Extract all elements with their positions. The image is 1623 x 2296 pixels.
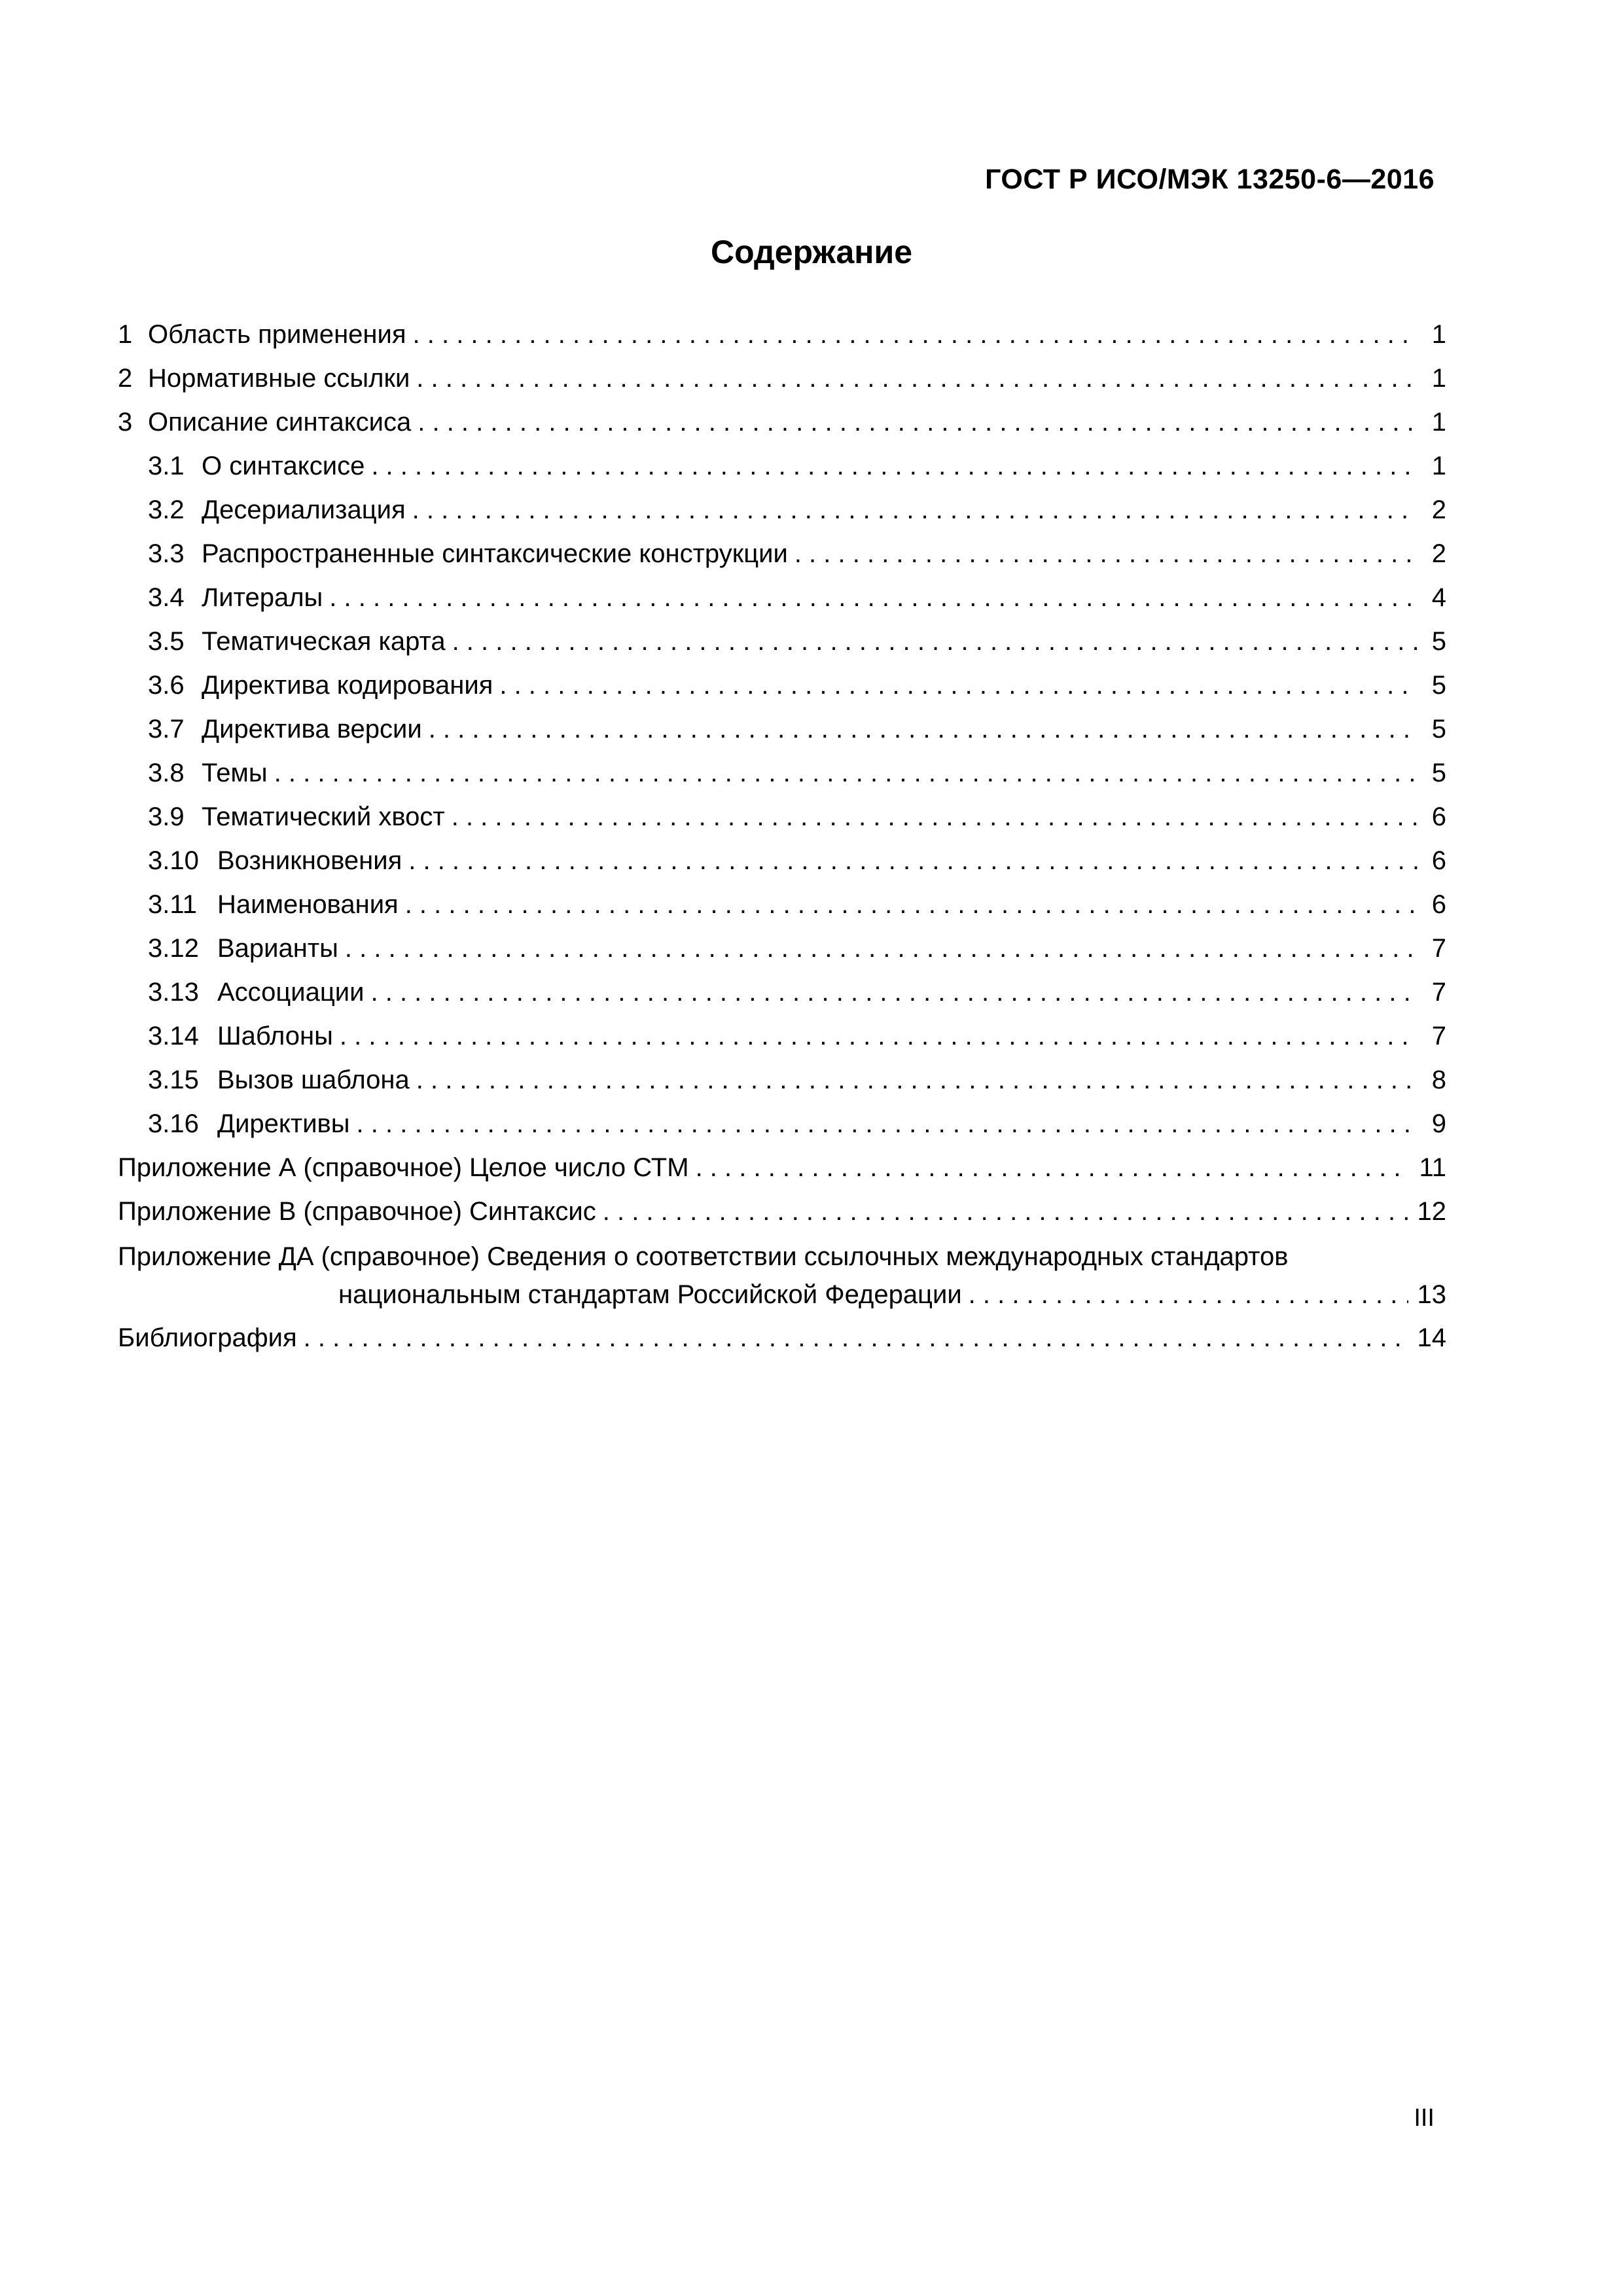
toc-entry[interactable] <box>118 664 1446 708</box>
toc-entry[interactable] <box>118 532 1446 576</box>
toc-entry-page: 6 <box>1431 802 1446 831</box>
toc-entry-page: 5 <box>1431 671 1446 700</box>
toc-entry-appendix[interactable] <box>118 1146 1446 1190</box>
toc-entry-label-line2: национальным стандартам Российской Федерации <box>338 1280 962 1309</box>
toc-entry-number: 3.4 <box>148 583 185 612</box>
toc-entry-label: Возникновения <box>217 846 402 875</box>
toc-entry-page: 13 <box>1417 1280 1446 1309</box>
toc-entry-label: Директивы <box>217 1109 350 1138</box>
dot-leader <box>429 708 1418 751</box>
toc-entry[interactable] <box>118 488 1446 532</box>
toc-entry-page: 12 <box>1417 1197 1446 1226</box>
toc-entry-page: 5 <box>1431 715 1446 744</box>
dot-leader <box>357 1102 1418 1146</box>
toc-entry-page: 1 <box>1431 452 1446 480</box>
toc-entry-page: 8 <box>1431 1066 1446 1094</box>
toc-entry-number: 3.9 <box>148 802 185 831</box>
dot-leader <box>416 357 1418 401</box>
toc-entry-label: Директива версии <box>202 715 422 744</box>
toc-entry[interactable] <box>118 576 1446 620</box>
dot-leader <box>696 1146 1410 1190</box>
toc-entry-number: 3.6 <box>148 671 185 700</box>
dot-leader <box>405 883 1418 927</box>
toc-entry-appendix[interactable] <box>118 1190 1446 1234</box>
toc-entry-appendix-da[interactable] <box>118 1238 1446 1314</box>
toc-entry-page: 1 <box>1431 320 1446 349</box>
page-number: III <box>1414 2104 1435 2132</box>
dot-leader <box>452 795 1418 839</box>
toc-entry-label: Приложение А (справочное) Целое число СТМ <box>118 1153 689 1182</box>
toc-entry[interactable] <box>118 401 1446 444</box>
toc-entry-number: 3.2 <box>148 495 185 524</box>
toc-entry-number: 3.16 <box>148 1109 199 1138</box>
toc-entry-label: О синтаксисе <box>202 452 365 480</box>
toc-entry-number: 3.11 <box>148 890 197 919</box>
toc-entry-page: 6 <box>1431 890 1446 919</box>
page-title: Содержание <box>710 234 913 270</box>
toc-entry[interactable] <box>118 971 1446 1014</box>
toc-entry-label: Тематический хвост <box>202 802 445 831</box>
toc-entry-page: 5 <box>1431 759 1446 787</box>
toc-entry-page: 7 <box>1431 934 1446 963</box>
toc-entry-number: 3.12 <box>148 934 199 963</box>
toc-entry[interactable] <box>118 444 1446 488</box>
toc-entry-page: 2 <box>1431 539 1446 568</box>
toc-entry-number: 3.3 <box>148 539 185 568</box>
toc-entry-label: Библиография <box>118 1323 297 1352</box>
toc-entry-page: 9 <box>1431 1109 1446 1138</box>
dot-leader <box>274 751 1418 795</box>
dot-leader <box>794 532 1418 576</box>
toc-entry[interactable] <box>118 1014 1446 1058</box>
toc-entry-page: 4 <box>1431 583 1446 612</box>
toc-entry-bibliography[interactable] <box>118 1316 1446 1360</box>
toc-entry[interactable] <box>118 1102 1446 1146</box>
toc-entry-label-line1: Приложение ДА (справочное) Сведения о соответствии ссылочных международных стандартов <box>118 1242 1289 1271</box>
dot-leader <box>412 488 1418 532</box>
toc-entry[interactable] <box>118 795 1446 839</box>
dot-leader <box>969 1276 1408 1314</box>
table-of-contents <box>118 313 1446 1360</box>
toc-entry-number: 3.7 <box>148 715 185 744</box>
toc-entry-label: Приложение В (справочное) Синтаксис <box>118 1197 596 1226</box>
toc-entry-label: Область применения <box>148 320 406 349</box>
toc-entry[interactable] <box>118 620 1446 664</box>
toc-entry-label: Распространенные синтаксические конструкции <box>202 539 788 568</box>
dot-leader <box>413 313 1418 357</box>
toc-entry[interactable] <box>118 751 1446 795</box>
toc-entry-label: Ассоциации <box>217 978 365 1007</box>
toc-entry-number: 3.14 <box>148 1022 199 1050</box>
toc-entry-label: Вызов шаблона <box>217 1066 410 1094</box>
toc-entry-label: Нормативные ссылки <box>148 364 410 393</box>
toc-entry-number: 3.15 <box>148 1066 199 1094</box>
toc-entry[interactable] <box>118 1058 1446 1102</box>
toc-entry-page: 2 <box>1431 495 1446 524</box>
toc-entry[interactable] <box>118 883 1446 927</box>
dot-leader <box>304 1316 1408 1360</box>
toc-entry-number: 3.1 <box>148 452 185 480</box>
toc-entry-page: 1 <box>1431 364 1446 393</box>
dot-leader <box>329 576 1418 620</box>
dot-leader <box>340 1014 1418 1058</box>
toc-entry-line2 <box>118 1276 1446 1314</box>
toc-entry-number: 2 <box>118 364 133 393</box>
toc-entry[interactable] <box>118 313 1446 357</box>
toc-entry-label: Наименования <box>217 890 399 919</box>
dot-leader <box>370 971 1418 1014</box>
toc-entry-number: 3 <box>118 408 133 437</box>
toc-entry-page: 6 <box>1431 846 1446 875</box>
toc-entry-number: 1 <box>118 320 133 349</box>
dot-leader <box>371 444 1418 488</box>
toc-entry-label: Директива кодирования <box>202 671 493 700</box>
toc-entry-page: 7 <box>1431 1022 1446 1050</box>
toc-entry[interactable] <box>118 927 1446 971</box>
toc-entry-page: 14 <box>1417 1323 1446 1352</box>
toc-entry[interactable] <box>118 708 1446 751</box>
toc-entry-number: 3.13 <box>148 978 199 1007</box>
dot-leader <box>345 927 1418 971</box>
toc-entry[interactable] <box>118 839 1446 883</box>
toc-entry-label: Шаблоны <box>217 1022 333 1050</box>
toc-entry-label: Тематическая карта <box>202 627 446 656</box>
dot-leader <box>416 1058 1418 1102</box>
toc-entry-label: Варианты <box>217 934 338 963</box>
toc-entry-label: Литералы <box>202 583 323 612</box>
document-code-header: ГОСТ Р ИСО/МЭК 13250-6—2016 <box>985 164 1435 195</box>
toc-entry-page: 1 <box>1431 408 1446 437</box>
dot-leader <box>418 401 1418 444</box>
toc-entry-number: 3.10 <box>148 846 199 875</box>
toc-entry-page: 7 <box>1431 978 1446 1007</box>
toc-entry-number: 3.8 <box>148 759 185 787</box>
toc-entry-page: 11 <box>1419 1153 1446 1182</box>
toc-entry-label: Десериализация <box>202 495 406 524</box>
toc-entry[interactable] <box>118 357 1446 401</box>
toc-entry-page: 5 <box>1431 627 1446 656</box>
dot-leader <box>499 664 1418 708</box>
dot-leader <box>452 620 1418 664</box>
toc-entry-number: 3.5 <box>148 627 185 656</box>
toc-entry-label: Темы <box>202 759 268 787</box>
toc-entry-label: Описание синтаксиса <box>148 408 412 437</box>
dot-leader <box>603 1190 1408 1234</box>
dot-leader <box>408 839 1418 883</box>
